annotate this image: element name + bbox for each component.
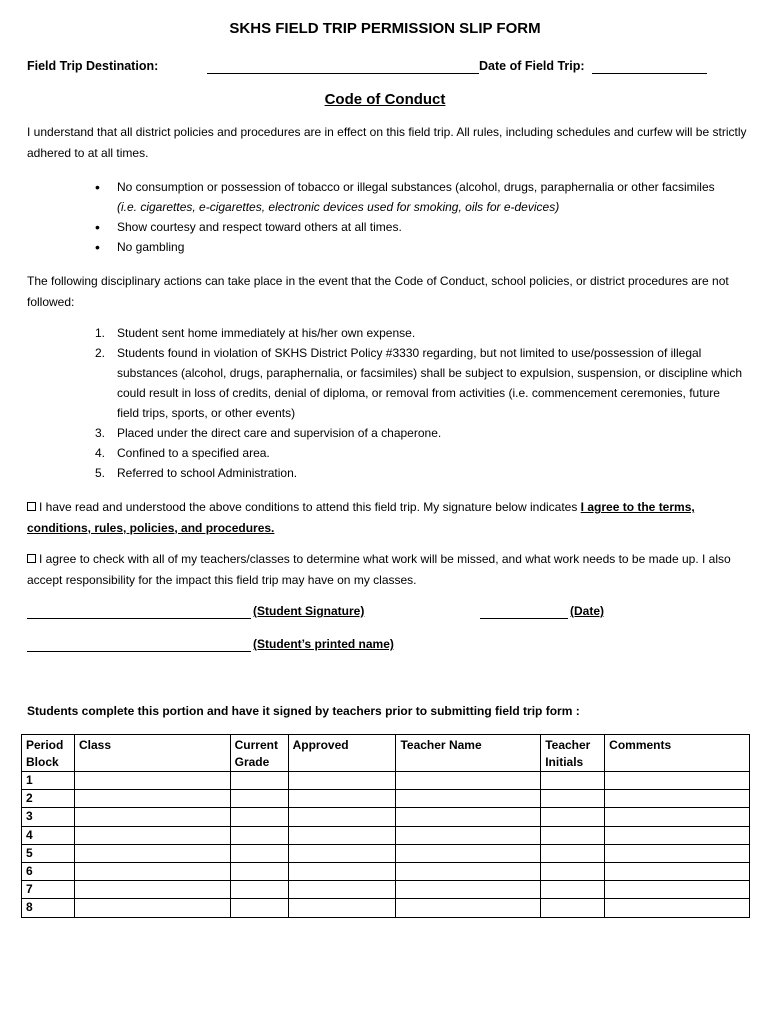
form-title: SKHS FIELD TRIP PERMISSION SLIP FORM [229,20,541,37]
teacher-name-cell[interactable] [396,862,541,880]
table-row [22,844,750,862]
agreement-classwork-text: I agree to check with all of my teachers/classes to determine what work will be missed, and what work needs to be made up. I also accept responsibility for the impact this field trip may have on my classes. [27,552,731,587]
block-number: 5 [22,844,75,862]
approved-cell[interactable] [288,862,396,880]
schedule-instructions: Students complete this portion and have it signed by teachers prior to submitting field trip form : [27,704,580,718]
approved-cell[interactable] [288,844,396,862]
item-text: Students found in violation of SKHS District Policy #3330 regarding, but not limited to use/possession of illegal substances (alcohol, drugs, paraphernalia, or facsimiles) shall be subject to expulsion, suspension, or discipline which could result in loss of credits, denial of diploma, or removal from activities (i.e. commencement ceremonies, future field trips, sports, or other events) [117,346,742,420]
student-signature-field[interactable] [27,618,251,619]
trip-date-label: Date of Field Trip: [479,59,585,73]
list-item [95,463,745,483]
teacher-name-cell[interactable] [396,772,541,790]
item-text: Confined to a specified area. [117,446,270,460]
table-row [22,808,750,826]
item-number: 2. [95,346,106,360]
initials-cell[interactable] [541,899,605,917]
approved-cell[interactable] [288,899,396,917]
class-cell[interactable] [74,808,230,826]
signature-row [27,604,747,620]
teacher-name-cell[interactable] [396,844,541,862]
rule-courtesy: Show courtesy and respect toward others at all times. [117,220,402,234]
classwork-checkbox-icon[interactable] [27,554,36,563]
grade-cell[interactable] [230,808,288,826]
initials-cell[interactable] [541,881,605,899]
grade-cell[interactable] [230,826,288,844]
approved-cell[interactable] [288,881,396,899]
item-number: 1. [95,326,106,340]
grade-cell[interactable] [230,790,288,808]
block-number: 1 [22,772,75,790]
block-number: 3 [22,808,75,826]
item-text: Placed under the direct care and supervision of a chaperone. [117,426,442,440]
item-number: 4. [95,446,106,460]
grade-cell[interactable] [230,899,288,917]
destination-row [27,59,727,77]
teacher-name-cell[interactable] [396,808,541,826]
rule-no-gambling: No gambling [117,240,185,254]
initials-cell[interactable] [541,862,605,880]
item-number: 5. [95,466,106,480]
initials-cell[interactable] [541,808,605,826]
agreement-conditions [27,497,747,538]
table-row [22,790,750,808]
agreement-classwork [27,549,747,590]
table-row [22,899,750,917]
list-item [95,423,745,443]
comments-cell[interactable] [605,844,750,862]
initials-cell[interactable] [541,826,605,844]
teacher-name-cell[interactable] [396,881,541,899]
comments-cell[interactable] [605,862,750,880]
table-row [22,881,750,899]
class-cell[interactable] [74,844,230,862]
printed-name-row [27,637,747,653]
student-signature-label: (Student Signature) [253,604,365,618]
table-row [22,826,750,844]
conduct-rules-list [95,177,715,257]
disciplinary-actions-list [95,323,745,483]
col-teacher-initials: Teacher Initials [541,735,605,772]
conduct-intro: I understand that all district policies and procedures are in effect on this field trip. All rules, including schedules and curfew will be strictly adhered to at all times. [27,125,747,160]
col-period-block: Period Block [22,735,75,772]
class-cell[interactable] [74,899,230,917]
list-item [95,343,745,423]
destination-field[interactable] [207,73,479,74]
block-number: 2 [22,790,75,808]
col-approved: Approved [288,735,396,772]
col-class: Class [74,735,230,772]
discipline-intro: The following disciplinary actions can take place in the event that the Code of Conduct, school policies, or district procedures are not followed: [27,274,729,309]
block-number: 6 [22,862,75,880]
list-item [95,217,715,237]
col-comments: Comments [605,735,750,772]
class-cell[interactable] [74,881,230,899]
table-row [22,772,750,790]
comments-cell[interactable] [605,881,750,899]
printed-name-field[interactable] [27,651,251,652]
comments-cell[interactable] [605,772,750,790]
approved-cell[interactable] [288,790,396,808]
col-teacher-name: Teacher Name [396,735,541,772]
teacher-name-cell[interactable] [396,790,541,808]
list-item [95,443,745,463]
class-schedule-table [21,734,750,918]
trip-date-field[interactable] [592,73,707,74]
block-number: 8 [22,899,75,917]
grade-cell[interactable] [230,881,288,899]
signature-date-field[interactable] [480,618,568,619]
list-item [95,237,715,257]
approved-cell[interactable] [288,808,396,826]
col-current-grade: Current Grade [230,735,288,772]
approved-cell[interactable] [288,826,396,844]
initials-cell[interactable] [541,844,605,862]
class-cell[interactable] [74,790,230,808]
initials-cell[interactable] [541,790,605,808]
grade-cell[interactable] [230,862,288,880]
comments-cell[interactable] [605,808,750,826]
list-item [95,177,715,217]
code-of-conduct-heading: Code of Conduct [324,91,446,108]
item-text: Student sent home immediately at his/her own expense. [117,326,416,340]
class-cell[interactable] [74,862,230,880]
teacher-name-cell[interactable] [396,899,541,917]
rule-examples: (i.e. cigarettes, e-cigarettes, electronic devices used for smoking, oils for e-devices) [117,200,560,214]
block-number: 7 [22,881,75,899]
class-cell[interactable] [74,772,230,790]
printed-name-label: (Student’s printed name) [253,637,394,651]
agreement-conditions-text: I have read and understood the above conditions to attend this field trip. My signature below indicates [39,500,581,514]
table-row [22,862,750,880]
comments-cell[interactable] [605,790,750,808]
teacher-name-cell[interactable] [396,826,541,844]
agreement-conditions-bold: I agree to the terms, conditions, rules, policies, and procedures. [27,500,695,535]
class-cell[interactable] [74,826,230,844]
table-header-row [22,735,750,772]
grade-cell[interactable] [230,844,288,862]
signature-date-label: (Date) [570,604,605,618]
approved-cell[interactable] [288,772,396,790]
agreement-checkbox-icon[interactable] [27,502,36,511]
block-number: 4 [22,826,75,844]
item-text: Referred to school Administration. [117,466,298,480]
comments-cell[interactable] [605,899,750,917]
comments-cell[interactable] [605,826,750,844]
destination-label: Field Trip Destination: [27,59,159,73]
rule-no-substances: No consumption or possession of tobacco or illegal substances (alcohol, drugs, paraphernalia or other facsimiles [117,180,715,194]
grade-cell[interactable] [230,772,288,790]
initials-cell[interactable] [541,772,605,790]
list-item [95,323,745,343]
item-number: 3. [95,426,106,440]
